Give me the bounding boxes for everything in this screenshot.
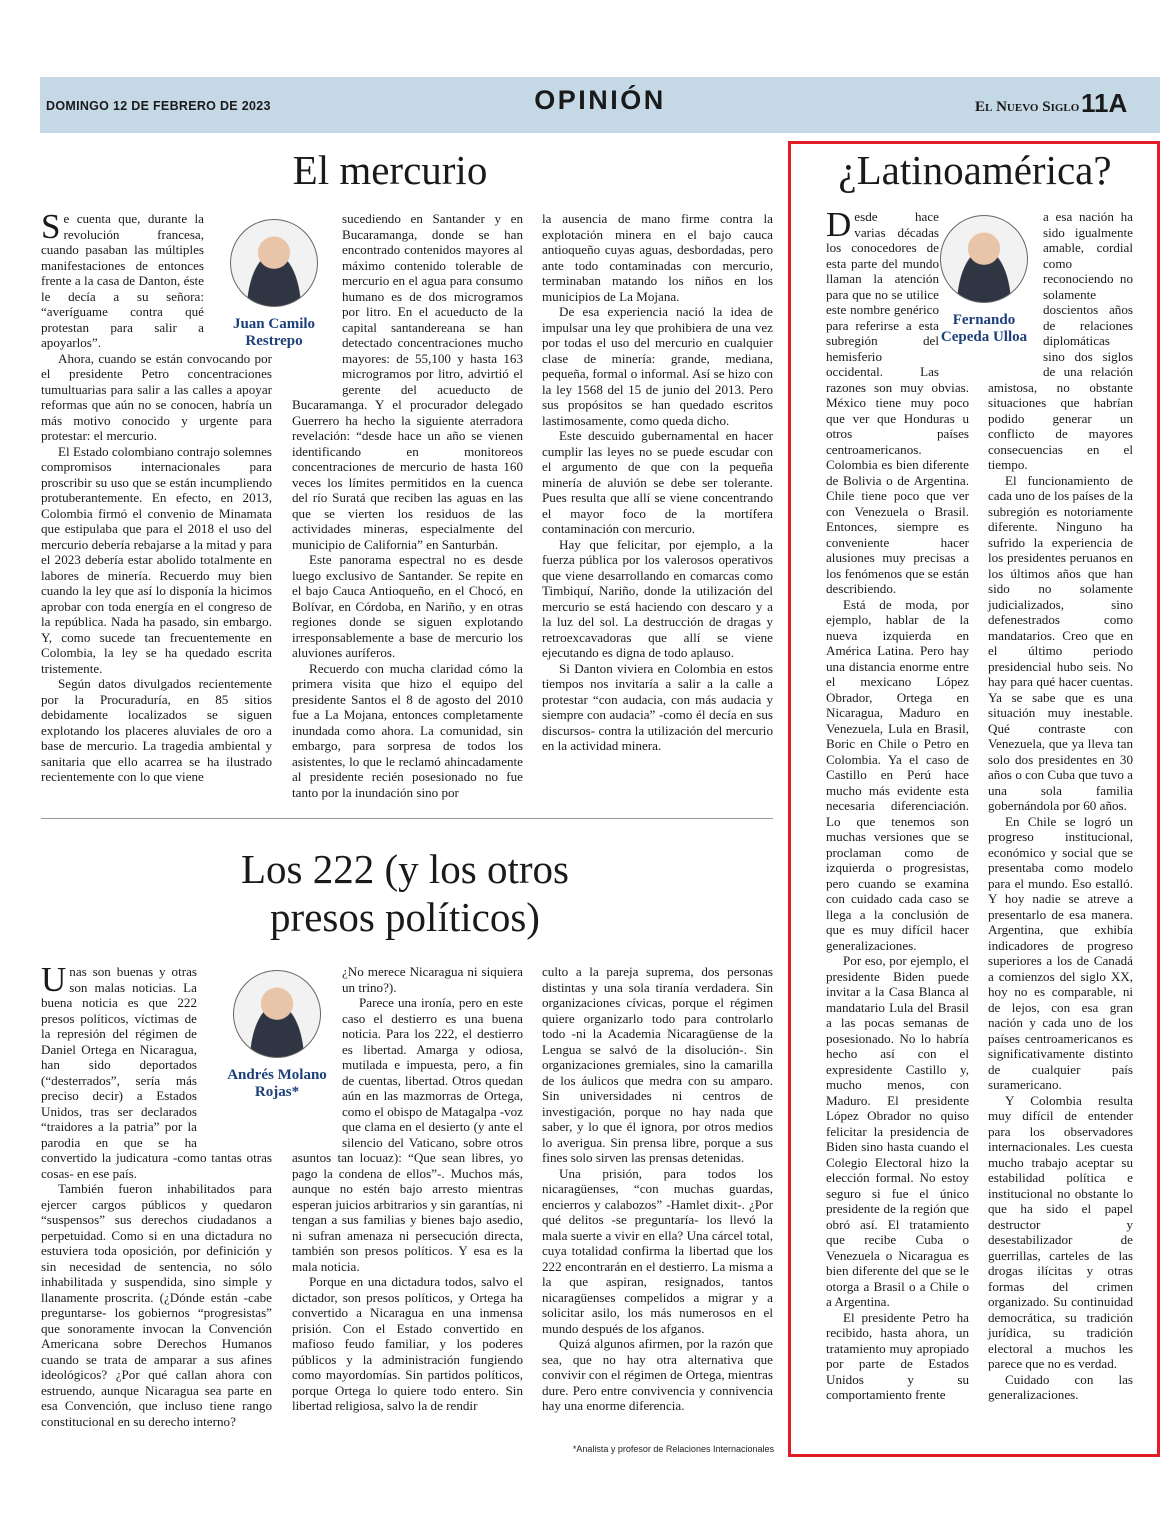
article-column: a esa nación ha sido igualmente amable, cordial como reconociendo no solamente doscientos años de relaciones diplomáticas sino dos siglos de una relación amistosa, no obstante situaciones que habrían podido generar un conflicto de mayores consecuencias en el tiempo. El funcionamiento de cada uno de los países de la subregión es notoriamente diferente. Ninguno ha sufrido la experiencia de los presidentes peruanos en los últimos años que han sido no solamente judicializados, sino defenestrados como mandatarios. Creo que en el último periodo presidencial hubo seis. No hay para qué hacer cuentas. Ya se sabe que es una situación muy inestable. Qué contraste con Venezuela, que ya lleva tan solo dos presidentes en 30 años o con Cuba que tuvo a una sola familia gobernándola por 60 años. En Chile se logró un progreso institucional, económico y social que se presentaba como modelo para el mundo. Eso estalló. Y hoy nadie se atreve a presentarlo de esa manera. Argentina, que exhibía indicadores de progreso superiores a los de Canadá a comienzos del siglo XX, hoy no es comparable, ni de lejos, con esa gran nación y cada uno de los países centroamericanos es significativamente distinto de cualquier país suramericano. Y Colombia resulta muy difícil de entender para los observadores internacionales. Les cuesta mucho trabajo aceptar su estabilidad política e institucional no obstante lo que ha sido el papel destructor y desestabilizador de guerrillas, carteles de las drogas ilícitas y otras formas del crimen organizado. Su continuidad democrática, su tradición jurídica, su tradición electoral a muchos les parece que no es verdad. Cuidado con las generalizaciones. — [988, 209, 1133, 1402]
author-name: Juan Camilo Restrepo — [232, 316, 316, 349]
section-title: OPINIÓN — [534, 85, 666, 115]
article-column: la ausencia de mano firme contra la explotación minera en el bajo cauca antioqueño cuyas aguas, desbordadas, pero ante todo contaminadas con mercurio, terminaban matando los niños en los municipios de La Mojana. De esa experiencia nació la idea de impulsar una ley que prohibiera de una vez por todas el uso del mercurio en cualquier clase de minería: grande, mediana, pequeña, formal o informal. Así se hizo con la ley 1568 del 15 de junio del 2013. Pero sus propósitos se han quedado escritos lastimosamente, como queda dicho. Este descuido gubernamental en hacer cumplir las leyes no se puede escudar con el argumento de que con la pequeña minería de aluvión se debe ser tolerante. Pues resulta que allí se viene concentrando el mayor foco de la mortífera contaminación con mercurio. Hay que felicitar, por ejemplo, a la fuerza pública por los valerosos operativos que viene desarrollando en comarcas como Timbiquí, Nariño, donde la utilización del mercurio se está haciendo con descaro y a la luz del sol. La destrucción de dragas y retroexcavadoras que allí se viene ejecutando es digna de todo aplauso. Si Danton viviera en Colombia en estos tiempos nos invitaría a salir a la calle a protestar “con audacia, con más audacia y siempre con audacia” -como él decía en sus discursos- contra la utilización del mercurio en la actividad minera. — [542, 211, 773, 753]
section-divider — [41, 818, 773, 819]
page-number: 11A — [1081, 88, 1128, 118]
photo-spacer — [292, 964, 342, 1136]
photo-spacer — [988, 209, 1043, 377]
author-name: Fernando Cepeda Ulloa — [940, 312, 1028, 345]
photo-spacer — [197, 964, 272, 1136]
photo-spacer — [204, 211, 272, 341]
article-column: Unas son buenas y otras son malas noticias. La buena noticia es que 222 presos políticos, víctimas de la represión del régimen de Daniel Ortega en Nicaragua, han sido deportados (“desterrados”, sería más preciso decir) a Estados Unidos, tras ser declarados “traidores a la patria” por la parodia en que se ha convertido la judicatura -como tantas otras cosas- en ese país. También fueron inhabilitados para ejercer cargos públicos y quedaron “suspensos” sus derechos ciudadanos a perpetuidad. Como si en una dictadura no estuviera toda oposición, por definición y sin necesidad de sentencia, no sólo inhabilitada y suspendida, sino simple y llanamente proscrita. (¿Dónde están -cabe preguntarse- los gobiernos “progresistas” que sonoramente invocan la Convención Americana sobre Derechos Humanos cuando se trata de amparar a sus afines ideológicos? ¿Por qué callan ahora con estruendo, aunque Nicaragua sea parte en esa Convención, que incluso tiene rango constitucional en su derecho interno? — [41, 960, 272, 1429]
author-name: Andrés Molano Rojas* — [227, 1067, 327, 1100]
header-date: DOMINGO 12 DE FEBRERO DE 2023 — [46, 99, 271, 113]
article-title-latam: ¿Latinoamérica? — [838, 147, 1112, 193]
article-column: culto a la pareja suprema, dos personas distintas y una sola tiranía verdadera. Sin organizaciones cívicas, porque el régimen quiere organizarlo todo para controlarlo todo -ni la Academia Nicaragüense de la Lengua se salvó de la disolución-. Sin organizaciones gremiales, sino la camarilla de los áulicos que medra con su amparo. Sin universidades ni centros de investigación, porque no hay nada que saber, y lo que él ignora, por otros medios lo averigua. Sin prensa libre, porque a sus fines solo sirven las prensas detenidas. Una prisión, para todos los nicaragüenses, “con muchas guardas, encierros y calabozos” -Hamlet dixit-. ¿Por qué delitos -se preguntaría- los llevó la mala suerte a vivir en ella? Una cárcel total, cuya totalidad confirma la libertad que los 222 encontrarán en el destierro. La misma a la que aspiran, resignados, tantos nicaragüenses compelidos a migrar y a solicitar asilo, los más numerosos en el mundo después de los afganos. Quizá algunos afirmen, por la razón que sea, que no hay otra alternativa que convivir con el régimen de Ortega, mientras dure. Pero entre convivencia y connivencia hay una enorme diferencia. — [542, 964, 773, 1413]
photo-spacer — [939, 209, 969, 377]
article-title-presos: Los 222 (y los otros presos políticos) — [241, 846, 569, 940]
footnote: *Analista y profesor de Relaciones Internacionales — [572, 1444, 774, 1454]
article-title-mercurio: El mercurio — [292, 147, 488, 193]
article-column: Desde hace varias décadas los conocedores de esta parte del mundo llaman la atención para que no se utilice este nombre genérico para referirse a esta subregión del hemisferio occidental. Las razones son muy obvias. México tiene muy poco que ver que Honduras u otros países centroamericanos. Colombia es bien diferente de Bolivia o de Argentina. Chile tiene poco que ver con Venezuela o Brasil. Entonces, siempre es conveniente hacer alusiones muy precisas a los fenómenos que se están describiendo. Está de moda, por ejemplo, hablar de la nueva izquierda en América Latina. Pero hay una distancia enorme entre el mexicano López Obrador, Ortega en Nicaragua, Maduro en Venezuela, Lula en Brasil, Boric en Chile o Petro en Colombia. Ya el caso de Castillo en Perú hace mucho más evidente esta necesaria diferenciación. Lo que tenemos son muchas versiones que se proclaman como de izquierda o progresistas, pero cuando se examina con cuidado cada caso se llega a la conclusión de que es muy difícil hacer generalizaciones. Por eso, por ejemplo, el presidente Biden puede invitar a la Casa Blanca al mandatario Lula del Brasil a las pocas semanas de posesionado. No lo habría hecho así con el expresidente Castillo y, mucho menos, con Maduro. El presidente López Obrador no quiso felicitar la presidencia de Biden sino hasta cuando el Colegio Electoral hizo la elección formal. No estoy seguro si fue el único presidente de la región que obró así. El tratamiento que recibe Cuba o Venezuela o Nicaragua es bien diferente del que se le otorga a Brasil o a Chile o a Argentina. El presidente Petro ha recibido, hasta ahora, un tratamiento muy apropiado por parte de Estados Unidos y su comportamiento frente — [826, 205, 969, 1402]
article-column: ¿No merece Nicaragua ni siquiera un trino?). Parece una ironía, pero en este caso el destierro es una buena noticia. Para los 222, el destierro es libertad. Amarga y odiosa, mutilada e impuesta, pero, a fin de cuentas, libertad. Otros quedan aún en las mazmorras de Ortega, como el obispo de Matagalpa -voz que clama en el desierto (y ante el silencio del Vaticano, sobre otros asuntos tan locuaz): “Que sean libres, yo pago la condena de ellos”-. Muchos más, aunque no estén bajo arresto mientras esperan juicios arbitrarios y sin garantías, ni tengan a sus familias y bienes bajo asedio, ni sufran amenaza ni persecución directa, también son presos políticos. Y esa es la mala noticia. Porque en una dictadura todos, salvo el dictador, son presos políticos, y Ortega ha convertido a Nicaragua en una inmensa prisión. Con el Estado convertido en mafioso feudo familiar, y los poderes públicos y la administración fungiendo como mayordomías. Sin partidos políticos, porque Ortega lo quiere todo entero. Sin libertad religiosa, salvo la de rendir — [292, 964, 523, 1413]
page-header — [40, 77, 1160, 133]
article-column: sucediendo en Santander y en Bucaramanga, donde se han encontrado contenidos mayores al máximo contenido tolerable de mercurio en el agua para consumo humano es de dos microgramos por litro. En el acueducto de la capital santandereana se han detectado concentraciones mucho mayores: de 55,100 y hasta 163 microgramos por litro, advirtió el gerente del acueducto de Bucaramanga. Y el procurador delegado Guerrero ha hecho la siguiente aterradora revelación: “desde hace un año se vienen identificando en monitoreos concentraciones de mercurio de hasta 160 veces los límites permitidos en la cuenca del río Suratá que reciben las aguas en las que se vierten los residuos de las actividades mineras, especialmente del municipio de California” en Santurbán. Este panorama espectral no es desde luego exclusivo de Santander. Se repite en el bajo Cauca Antioqueño, en el Chocó, en Bolívar, en Córdoba, en Nariño, y en otras regiones donde se siguen explotando irresponsablemente a base de mercurio los aluviones auríferos. Recuerdo con mucha claridad cómo la primera visita que hizo el equipo del presidente Santos el 8 de agosto del 2010 fue a La Mojana, entonces completamente inundada como ahora. La comunidad, sin embargo, para sorpresa de todos los asistentes, lo que le reclamó ahincadamente al presidente recién posesionado no fue tanto por la inundación sino por — [292, 211, 523, 800]
article-column: Se cuenta que, durante la revolución francesa, cuando pasaban las múltiples manifestaciones de entonces frente a la casa de Danton, éste le decía a su señora: “averíguame contra qué protestan para salir a apoyarlos”. Ahora, cuando se están convocando por el presidente Petro concentraciones tumultuarias para salir a las calles a apoyar reformas que aún no se conocen, habría un más motivo conocido y urgente para protestar: el mercurio. El Estado colombiano contrajo solemnes compromisos internacionales para proscribir su uso que se están incumpliendo protuberantemente. En efecto, en 2013, Colombia firmó el convenio de Minamata que estipulaba que para el 2018 el uso del mercurio debería rebajarse a la mitad y para el 2023 debería estar abolido totalmente en labores de minería. Recuerdo muy bien cuando la ley que así lo disponía la hicimos aprobar con toda energía en el congreso de la república. Nada ha pasado, sin embargo. Y, como sucede tan frecuentemente en Colombia, la ley se ha quedado escrita tristemente. Según datos divulgados recientemente por la Procuraduría, en 85 sitios debidamente localizados se siguen explotando los placeres aluviales de oro a base de mercurio. La tragedia ambiental y sanitaria que ello acarrea se ha ilustrado recientemente con lo que viene — [41, 207, 272, 784]
newspaper-name: El Nuevo Siglo — [975, 99, 1080, 115]
photo-spacer — [292, 211, 342, 389]
